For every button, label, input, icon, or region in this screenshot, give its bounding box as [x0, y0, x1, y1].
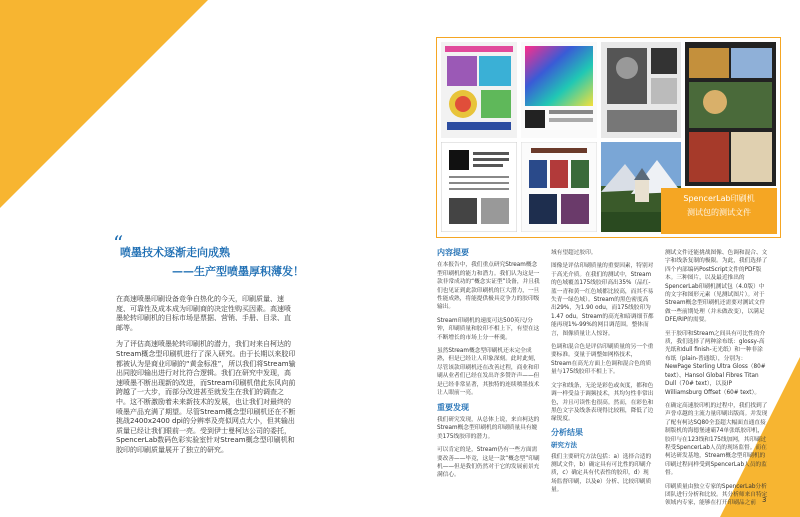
intro-paragraph: 为了评估高速喷墨轮转印刷机的潜力，我们对来自柯达的Stream概念型印刷机进行了深入研究。由于长期以来胶印都被认为是商业印刷的“黄金标准”，所以我们将Stream输出同胶印输出进行对比符合逻辑。我们在研究中发现，高速喷墨不断出现新的改进，而Stream印刷机借此东风向前跨越了一大步，而部分改进甚至就发生在我们的调查之中。这不断激励着未来新技术的发展，也让我们对最终的喷墨产品充满了期望。尽管Stream概念型印刷机还在不断挑战2400x2400 dpi的分辨率及亮似网点大小，但其输出质量已经让我们眼前一亮。受到伊士曼柯达公司的委托，SpencerLab数码色彩实验室针对Stream概念型印刷机和胶印的印刷质量展开了独立的研究。 — [116, 340, 296, 454]
paragraph: 图像是评估印刷质量的重要因素，特别对于高光介质。在我们的测试中，Stream的色域覆盖175线胶印高出35%（品红-蓝一青和黄一红色域都比较高，而其不易失青一绿色域）。Stream的黑色密度高出29%，为1.90 odu，而175线胶印为1.47 odu。Stream的高光和暗调细节都能再现1%-99%的网目调范围。整体而言，图像质量让人惊讶。 — [551, 263, 654, 337]
paragraph: Stream印刷机的速度可达500英尺/分钟，印刷质量和胶印不相上下，有望在这不断增长的市场上分一杯羹。 — [437, 317, 540, 341]
corner-triangle-top-left — [0, 0, 208, 208]
paragraph: 在本报告中，我们重点研究Stream概念型印刷机的能力和潜力。我们认为这是一款非常成功的“概念实证型”设备，并且我们也见证到此款印刷机的巨大潜力，一旦性能成熟，将能提供极具竞争力的胶印级输出。 — [437, 262, 540, 311]
headline — [120, 243, 304, 281]
headline-line2: ——生产型喷墨厚积薄发！ — [172, 265, 304, 278]
intro-paragraph: 在高速喷墨印刷设备竞争白热化的今天，印刷质量、速度、可靠性及成本成为印刷商的决定性购买因素。高速喷墨轮转印刷机的目标市场是票据、营销、手册、目录、直邮等。 — [116, 295, 291, 332]
paragraph: 在确定高速胶印机的过程中，我们找到了声誉卓越的主流力量印刷出版商。并发现了配有柯达SQ80全套超大幅面直通直接制版机的海德堡速霸74单张纸胶印机，胶印与在123线和175线加网，其印刷过程受SpencerLab人员的现场监督。而在柯达研发基地，Stream概念型印刷机的印刷过程同样受到SpencerLab人员的监督。 — [665, 402, 768, 477]
test-image-type-page — [441, 142, 517, 232]
subheading-methodology: 研究方法 — [551, 441, 577, 450]
column-methodology-continued — [665, 249, 768, 513]
intro-text — [116, 295, 296, 463]
paragraph: 色调和混合色是评估印刷质量的另一个重要标准。变量于调整如网格技术，Stream在高光方面上色调和混合色的质量与175线胶印不相上下。 — [551, 344, 654, 376]
column-findings-continued — [551, 249, 654, 500]
column-executive-summary — [437, 249, 540, 485]
quote-mark-icon: “ — [113, 231, 124, 255]
section-heading-findings: 重要发现 — [437, 402, 469, 412]
paragraph: 文字和线条，无论是彩色或灰度，都和色调一样受益于调频技术，其均匀性非常出色，并且可读性也很高。然而，在彩色和黑色文字及线条表现得比较粗，降低了边缘锐度。 — [551, 382, 654, 423]
test-image-gamut-chart — [521, 42, 597, 138]
paragraph: 域有望超过胶印。 — [551, 250, 597, 256]
page-number: 3 — [762, 496, 767, 504]
gallery-caption — [661, 188, 777, 234]
section-heading-analysis: 分析结果 — [551, 427, 583, 437]
paragraph: 可以肯定的是，Stream仍有一些方面需要改善——毕竟，这是一款“概念型”印刷机——但是我们仍然对于它的发展前景充满信心。 — [437, 447, 540, 479]
caption-line1: SpencerLab印刷机 — [683, 194, 755, 203]
test-image-bw-portrait — [601, 42, 681, 138]
section-heading-summary: 内容提要 — [437, 248, 469, 257]
test-image-color-chart — [441, 42, 517, 138]
paragraph: 我们研究发现，从总体上说，来自柯达的Stream概念型印刷机的印刷质量具有媲美175线胶印的潜力。 — [437, 416, 540, 440]
paragraph: 虽然Stream概念型印刷机还未完全成熟，但是已经让人印象深刻。此时此刻，尽管该款印刷机还在改善过程，商业和印刷从业者们已经在发出许多赞许声——但是已经非常显著，其独特的连续喷墨技术让人眼前一亮。 — [437, 348, 540, 397]
test-image-catalog-page — [521, 142, 597, 232]
test-image-photo-collage — [685, 42, 776, 186]
paragraph: 印刷质量由独立专家的SpencerLab分析团队进行分析和比较。其分析师来自特定领域内专家，能够在打开印刷品之前 — [665, 483, 768, 507]
headline-line1: 喷墨技术逐渐走向成熟 — [120, 246, 230, 259]
caption-line2: 测试包的测试文件 — [687, 208, 751, 217]
paragraph: 我们主要研究方法包括：a）选择合适的测试文件，b）确定具有可比性的印刷介质，c）确定具有代表性的胶印，d）现场监督印刷，以及e）分析、比较印刷质量。 — [551, 453, 652, 494]
paragraph: 测试文件还能挑战图像、色调和混合、文字和线条复制的极限。为此，我们选择了四个内部编码PostScript文件的PDF版本。三种图片，以及最近推出的SpencerLab印刷机测试包（4.0版）中的文字和图形元素（见测试图片）。对于Stream概念型印刷机还需要对测试文件做一些前期处理（并未做改变），以满足DFE/RIP的需要。 — [665, 250, 768, 324]
paragraph: 至于胶印和Stream之间具有可比性的介质，我们选择了两种涂布纸：glossy-高光纸和dull finish-无光纸）和一种非涂布纸（plain-普通纸），分别为：NewPage Sterling Ultra Gloss（80# text）、Hansol Global Fibres Titan Dull（70# text），以及IP Williamsburg Offset（60# text）。 — [665, 330, 766, 396]
